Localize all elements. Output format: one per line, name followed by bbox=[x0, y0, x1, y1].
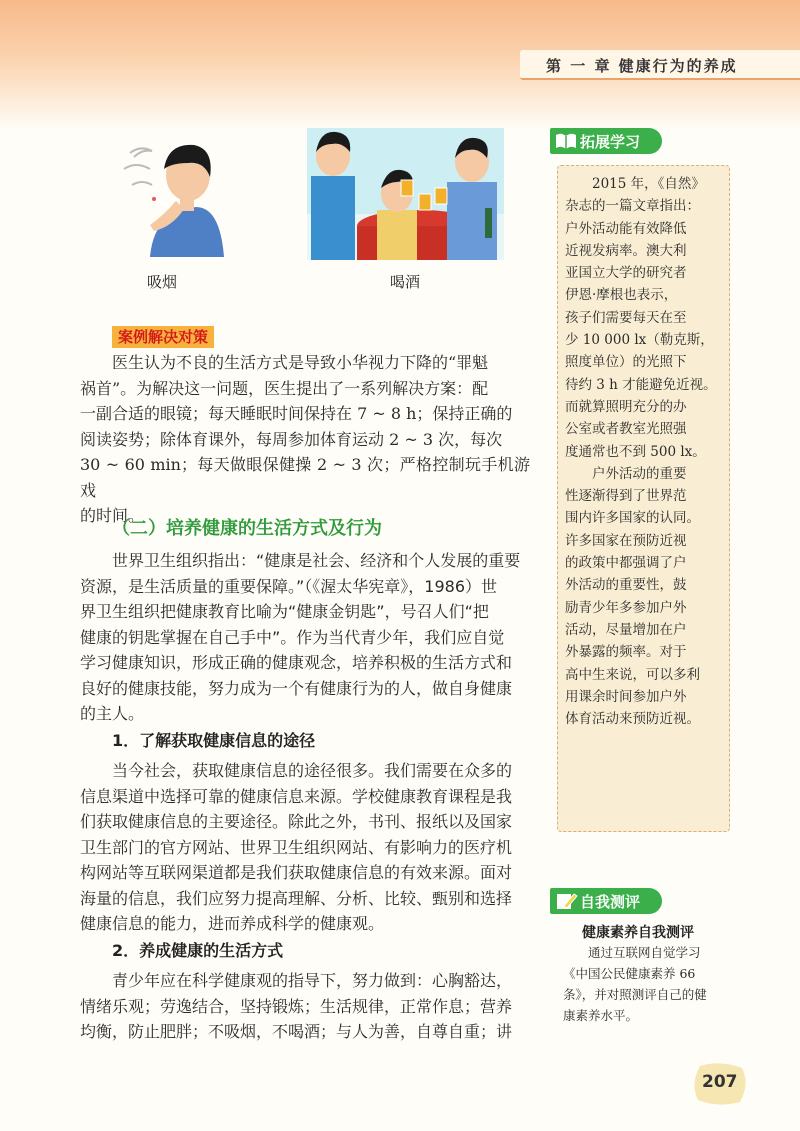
chapter-title: 第 一 章 健康行为的养成 bbox=[546, 57, 738, 75]
ext-line: 活动，尽量增加在户 bbox=[565, 621, 687, 638]
ext-line: 外活动的重要性，鼓 bbox=[565, 577, 687, 594]
ext-line: 待约 3 h 才能避免近视。 bbox=[565, 376, 717, 393]
book-icon bbox=[554, 130, 578, 156]
section-line: 健康的钥匙掌握在自己手中”。作为当代青少年，我们应自觉 bbox=[80, 627, 505, 647]
ext-line: 性逐渐得到了世界范 bbox=[565, 488, 687, 505]
sub2-line: 情绪乐观；劳逸结合，坚持锻炼；生活规律，正常作息；营养 bbox=[80, 996, 513, 1016]
sub1-line: 卫生部门的官方网站、世界卫生组织网站、有影响力的医疗机 bbox=[80, 837, 513, 857]
section-line: 良好的健康技能，努力成为一个有健康行为的人，做自身健康 bbox=[80, 678, 513, 698]
self-test-label: 自我测评 bbox=[580, 893, 641, 911]
ext-line: 励青少年多参加户外 bbox=[565, 599, 687, 616]
sub1-line: 当今社会，获取健康信息的途径很多。我们需要在众多的 bbox=[112, 761, 513, 780]
self-line: 《中国公民健康素养 66 bbox=[563, 966, 696, 981]
ext-line: 孩子们需要每天在至 bbox=[565, 309, 687, 326]
drinking-caption: 喝酒 bbox=[390, 273, 421, 291]
ext-line: 用课余时间参加户外 bbox=[565, 688, 687, 705]
sub1-line: 信息渠道中选择可靠的健康信息来源。学校健康教育课程是我 bbox=[80, 786, 513, 806]
ext-line: 2015 年，《自然》 bbox=[592, 176, 705, 192]
section-paragraph bbox=[80, 548, 530, 727]
case-line: 30 ~ 60 min；每天做眼保健操 2 ~ 3 次；严格控制玩手机游戏 bbox=[80, 455, 530, 500]
ext-line: 亚国立大学的研究者 bbox=[565, 265, 687, 282]
ext-line: 许多国家在预防近视 bbox=[565, 532, 687, 549]
self-test-text bbox=[563, 942, 726, 1026]
pencil-icon bbox=[554, 890, 578, 916]
section-line: 界卫生组织把健康教育比喻为“健康金钥匙”，号召人们“把 bbox=[80, 602, 489, 621]
sub2-line: 青少年应在科学健康观的指导下，努力做到：心胸豁达， bbox=[112, 971, 513, 990]
subsection-paragraph-2 bbox=[80, 968, 530, 1045]
self-line: 康素养水平。 bbox=[563, 1008, 639, 1023]
ext-line: 户外活动能有效降低 bbox=[565, 220, 687, 237]
page-number: 207 bbox=[702, 1072, 738, 1092]
section-line: 资源，是生活质量的重要保障。”（《渥太华宪章》，1986）世 bbox=[80, 576, 498, 596]
ext-line: 度通常也不到 500 lx。 bbox=[565, 443, 706, 460]
ext-line: 伊恩·摩根也表示， bbox=[565, 287, 678, 304]
subsection-title-2: 2．养成健康的生活方式 bbox=[112, 941, 284, 960]
case-line: 的时间。 bbox=[80, 506, 145, 525]
section-title: （二）培养健康的生活方式及行为 bbox=[112, 518, 382, 539]
ext-line: 照度单位）的光照下 bbox=[565, 354, 687, 371]
case-line: 医生认为不良的生活方式是导致小华视力下降的“罪魁 bbox=[112, 353, 489, 372]
subsection-paragraph-1 bbox=[80, 758, 530, 937]
ext-line: 公室或者教室光照强 bbox=[565, 421, 687, 438]
drinking-illustration bbox=[307, 128, 504, 260]
ext-line: 外暴露的频率。对于 bbox=[565, 644, 687, 661]
page-number-badge bbox=[692, 1062, 748, 1106]
ext-line: 高中生来说，可以多利 bbox=[565, 666, 700, 683]
sub1-line: 构网站等互联网渠道都是我们获取健康信息的有效来源。面对 bbox=[80, 863, 513, 882]
sub1-line: 健康信息的能力，进而养成科学的健康观。 bbox=[80, 914, 385, 933]
ext-line: 的政策中都强调了户 bbox=[565, 555, 687, 572]
ext-line: 少 10 000 lx（勒克斯， bbox=[565, 332, 714, 349]
ext-line: 而就算照明充分的办 bbox=[565, 398, 687, 415]
extension-label: 拓展学习 bbox=[580, 133, 641, 151]
section-line: 世界卫生组织指出：“健康是社会、经济和个人发展的重要 bbox=[112, 551, 521, 570]
ext-line: 体育活动来预防近视。 bbox=[565, 711, 700, 728]
ext-line: 围内许多国家的认同。 bbox=[565, 510, 700, 527]
case-line: 阅读姿势；除体育课外，每周参加体育运动 2 ~ 3 次，每次 bbox=[80, 429, 503, 449]
sub1-line: 们获取健康信息的主要途径。除此之外，书刊、报纸以及国家 bbox=[80, 812, 513, 831]
extension-text bbox=[565, 173, 725, 730]
sub1-line: 海量的信息，我们应努力提高理解、分析、比较、甄别和选择 bbox=[80, 888, 513, 908]
ext-line: 近视发病率。澳大利 bbox=[565, 242, 687, 259]
smoking-caption: 吸烟 bbox=[147, 273, 178, 291]
self-test-title: 健康素养自我测评 bbox=[582, 925, 694, 941]
section-line: 学习健康知识，形成正确的健康观念，培养积极的生活方式和 bbox=[80, 653, 513, 672]
case-paragraph bbox=[80, 350, 530, 529]
smoking-illustration bbox=[110, 135, 230, 260]
case-tag: 案例解决对策 bbox=[112, 326, 214, 348]
sub2-line: 均衡，防止肥胖；不吸烟，不喝酒；与人为善，自尊自重；讲 bbox=[80, 1022, 513, 1041]
ext-line: 杂志的一篇文章指出： bbox=[565, 198, 700, 215]
case-line: 一副合适的眼镜；每天睡眠时间保持在 7 ~ 8 h；保持正确的 bbox=[80, 404, 513, 423]
ext-line: 户外活动的重要 bbox=[592, 465, 687, 482]
self-line: 通过互联网自觉学习 bbox=[588, 945, 701, 960]
case-line: 祸首”。为解决这一问题，医生提出了一系列解决方案：配 bbox=[80, 378, 489, 398]
section-line: 的主人。 bbox=[80, 704, 145, 723]
self-line: 条》，并对照测评自己的健 bbox=[563, 987, 707, 1002]
subsection-title-1: 1．了解获取健康信息的途径 bbox=[112, 731, 316, 750]
